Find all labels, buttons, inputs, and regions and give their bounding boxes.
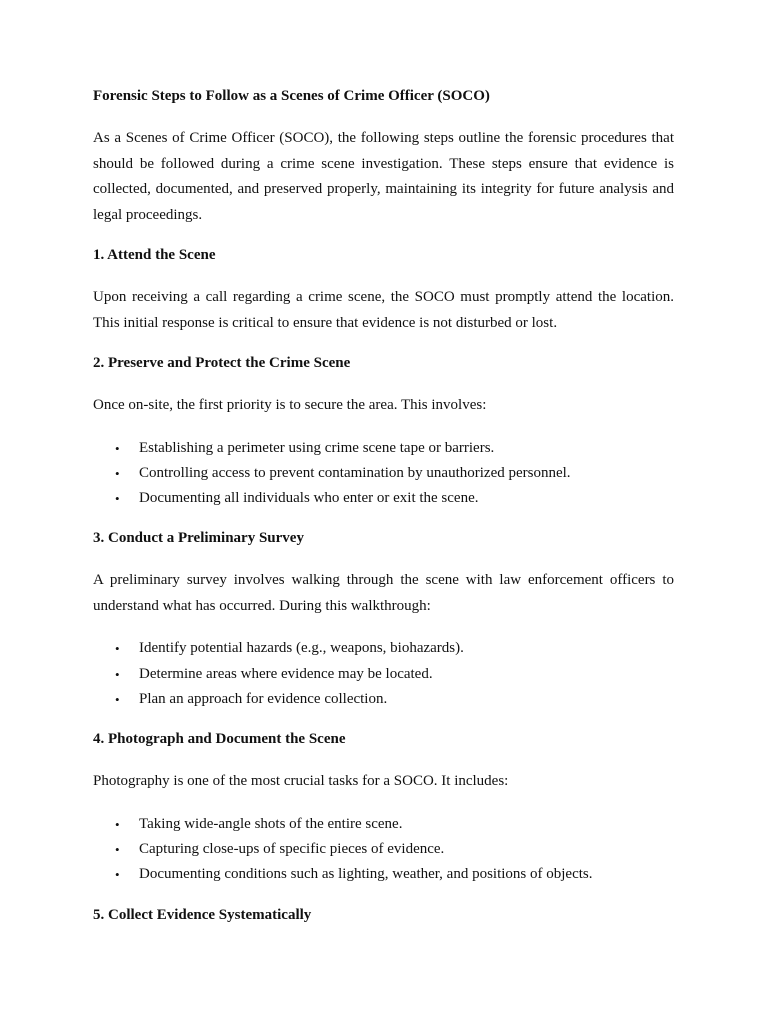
list-item	[93, 486, 674, 511]
section-heading-photograph-scene: 4. Photograph and Document the Scene	[93, 731, 346, 748]
list-item-text: Documenting conditions such as lighting, weather, and positions of objects.	[139, 866, 593, 883]
document-title: Forensic Steps to Follow as a Scenes of Crime Officer (SOCO)	[93, 88, 490, 104]
list-item	[93, 687, 674, 712]
bullet-icon: •	[115, 641, 120, 657]
list-item-text: Identify potential hazards (e.g., weapons, biohazards).	[139, 640, 464, 657]
bullet-icon: •	[115, 440, 120, 456]
list-item-text: Documenting all individuals who enter or exit the scene.	[139, 490, 479, 507]
bullet-icon: •	[115, 842, 120, 858]
list-item	[93, 662, 674, 687]
intro-paragraph: As a Scenes of Crime Officer (SOCO), the following steps outline the forensic procedures that should be followed during a crime scene investigation. These steps ensure that evidence is collected, documented, and preserved properly, maintaining its integrity for future analysis and legal proceedings.	[93, 130, 674, 223]
section-paragraph-preliminary-survey: A preliminary survey involves walking through the scene with law enforcement officers to understand what has occurred. During this walkthrough:	[93, 572, 674, 614]
list-item-text: Taking wide-angle shots of the entire scene.	[139, 815, 403, 832]
list-item	[93, 636, 674, 661]
bullet-list-preliminary-survey	[93, 636, 674, 712]
section-heading-collect-evidence: 5. Collect Evidence Systematically	[93, 906, 312, 923]
list-item	[93, 461, 674, 486]
list-item	[93, 812, 674, 837]
bullet-icon: •	[115, 465, 120, 481]
list-item	[93, 436, 674, 461]
section-paragraph-preserve-scene: Once on-site, the first priority is to secure the area. This involves:	[93, 397, 487, 413]
section-heading-attend-scene: 1. Attend the Scene	[93, 247, 216, 263]
list-item-text: Controlling access to prevent contamination by unauthorized personnel.	[139, 464, 571, 481]
bullet-list-photograph-scene	[93, 812, 674, 888]
list-item-text: Establishing a perimeter using crime scene tape or barriers.	[139, 439, 495, 456]
bullet-icon: •	[115, 666, 120, 682]
list-item-text: Determine areas where evidence may be located.	[139, 665, 433, 682]
list-item-text: Capturing close-ups of specific pieces of evidence.	[139, 841, 445, 858]
section-heading-preliminary-survey: 3. Conduct a Preliminary Survey	[93, 530, 304, 547]
bullet-list-preserve-scene	[93, 436, 674, 512]
list-item-text: Plan an approach for evidence collection.	[139, 690, 388, 707]
list-item	[93, 862, 674, 887]
bullet-icon: •	[115, 491, 120, 507]
list-item	[93, 837, 674, 862]
section-paragraph-photograph-scene: Photography is one of the most crucial tasks for a SOCO. It includes:	[93, 773, 509, 790]
section-heading-preserve-scene: 2. Preserve and Protect the Crime Scene	[93, 355, 351, 371]
section-paragraph-attend-scene: Upon receiving a call regarding a crime scene, the SOCO must promptly attend the location. This initial response is critical to ensure that evidence is not disturbed or lost.	[93, 289, 674, 331]
bullet-icon: •	[115, 691, 120, 707]
bullet-icon: •	[115, 816, 120, 832]
bullet-icon: •	[115, 867, 120, 883]
